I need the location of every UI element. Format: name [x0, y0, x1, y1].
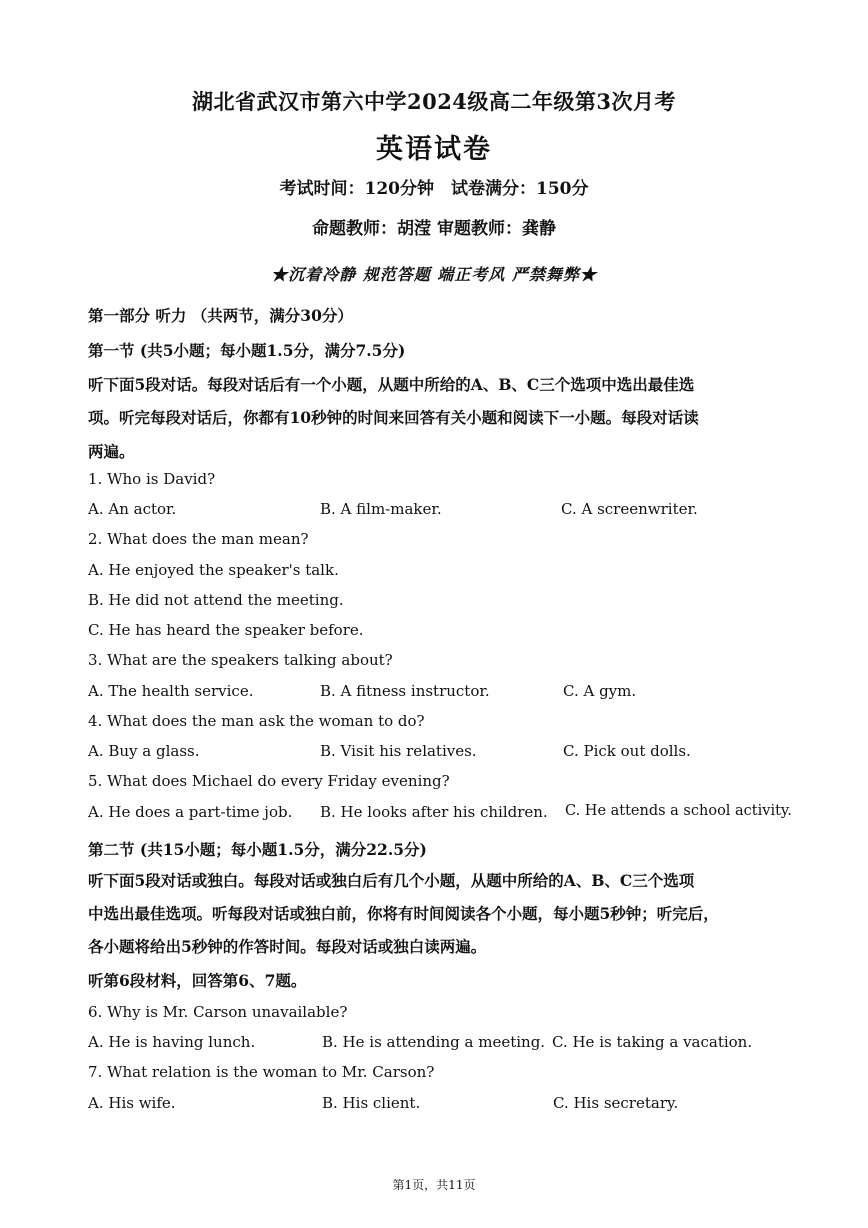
teachers-info: 命题教师：胡滢 审题教师：龚静 — [312, 219, 556, 239]
section1-instruction-line: 两遍。 — [88, 442, 135, 461]
question-stem: 1. Who is David? — [88, 470, 216, 488]
option-b: B. He looks after his children. — [320, 803, 548, 821]
option-c: C. He attends a school activity. — [565, 803, 792, 819]
option-b: B. Visit his relatives. — [320, 742, 477, 760]
option-b: B. He did not attend the meeting. — [88, 591, 344, 609]
option-a: A. He enjoyed the speaker's talk. — [88, 561, 339, 579]
option-a: A. Buy a glass. — [88, 742, 200, 760]
option-a: A. An actor. — [88, 500, 177, 518]
subject-title: 英语试卷 — [376, 134, 492, 165]
section2-heading: 第二节 (共15小题；每小题1.5分，满分22.5分) — [88, 840, 427, 859]
part1-heading: 第一部分 听力 （共两节，满分30分） — [88, 306, 353, 325]
option-a: A. The health service. — [88, 682, 254, 700]
question-stem: 6. Why is Mr. Carson unavailable? — [88, 1003, 348, 1021]
question-stem: 5. What does Michael do every Friday evening? — [88, 772, 450, 790]
section1-heading: 第一节 (共5小题；每小题1.5分，满分7.5分) — [88, 341, 406, 360]
option-c: C. Pick out dolls. — [563, 742, 691, 760]
question-stem: 2. What does the man mean? — [88, 530, 309, 548]
section2-instruction-line: 各小题将给出5秒钟的作答时间。每段对话或独白读两遍。 — [88, 937, 487, 956]
option-b: B. A film-maker. — [320, 500, 442, 518]
page-number: 第1页，共11页 — [392, 1178, 476, 1192]
option-a: A. His wife. — [88, 1094, 176, 1112]
exam-time-info: 考试时间：120分钟 试卷满分：150分 — [279, 179, 589, 199]
exam-title: 湖北省武汉市第六中学2024级高二年级第3次月考 — [191, 89, 677, 114]
option-c: C. His secretary. — [553, 1094, 679, 1112]
option-b: B. A fitness instructor. — [320, 682, 490, 700]
section2-instruction-line: 听下面5段对话或独白。每段对话或独白后有几个小题，从题中所给的A、B、C三个选项 — [88, 871, 695, 890]
option-a: A. He is having lunch. — [88, 1033, 256, 1051]
option-b: B. His client. — [322, 1094, 421, 1112]
option-c: C. A screenwriter. — [561, 500, 698, 518]
section1-instruction-line: 听下面5段对话。每段对话后有一个小题，从题中所给的A、B、C三个选项中选出最佳选 — [88, 375, 695, 394]
option-c: C. A gym. — [563, 682, 637, 700]
section2-instruction-line: 中选出最佳选项。听每段对话或独白前，你将有时间阅读各个小题，每小题5秒钟；听完后， — [88, 904, 719, 923]
section1-instruction-line: 项。听完每段对话后，你都有10秒钟的时间来回答有关小题和阅读下一小题。每段对话读 — [88, 408, 699, 427]
option-c: C. He is taking a vacation. — [552, 1033, 753, 1051]
material-6-heading: 听第6段材料，回答第6、7题。 — [88, 971, 307, 990]
question-stem: 7. What relation is the woman to Mr. Carson? — [88, 1063, 435, 1081]
option-c: C. He has heard the speaker before. — [88, 621, 364, 639]
option-b: B. He is attending a meeting. — [322, 1033, 546, 1051]
option-a: A. He does a part-time job. — [88, 803, 293, 821]
question-stem: 3. What are the speakers talking about? — [88, 651, 393, 669]
exam-motto: ★沉着冷静 规范答题 端正考风 严禁舞弊★ — [271, 265, 597, 284]
question-stem: 4. What does the man ask the woman to do? — [88, 712, 425, 730]
